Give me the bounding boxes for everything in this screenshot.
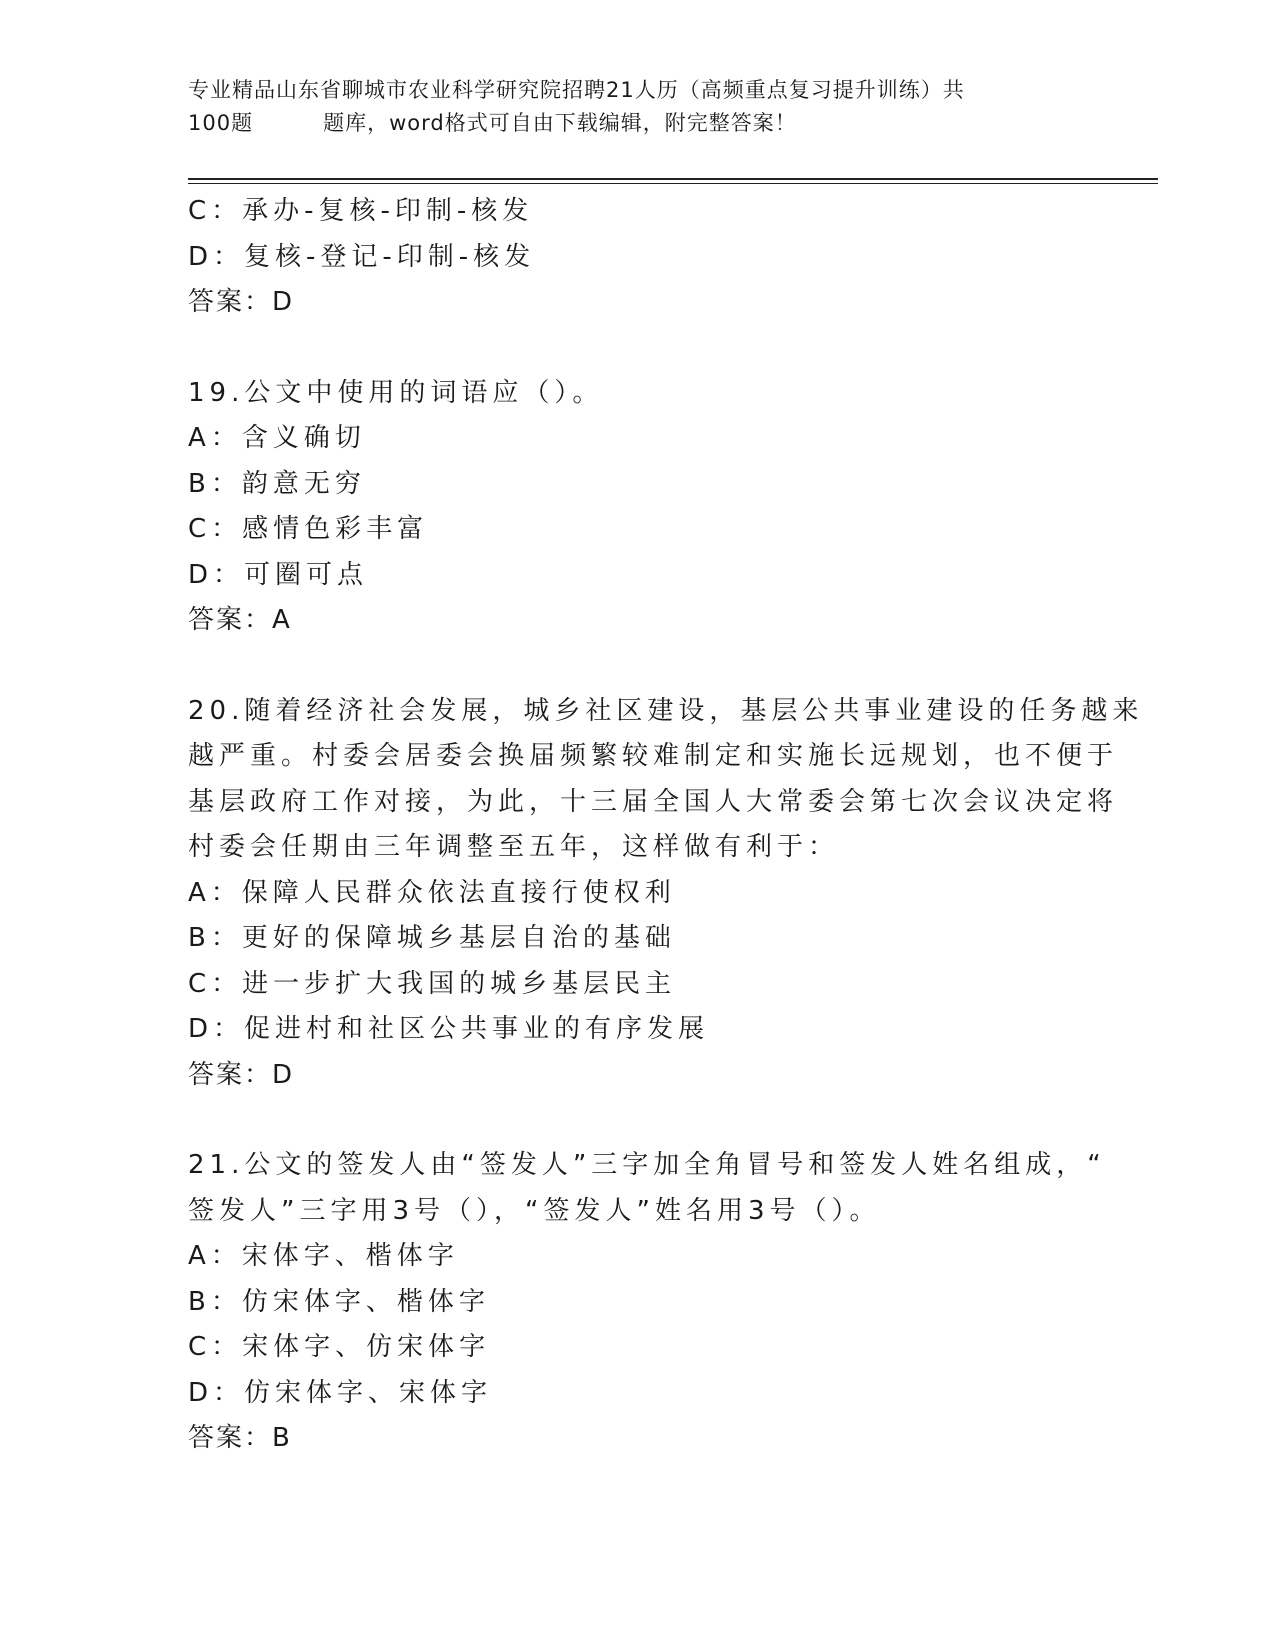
- header-subtitle: 题库，word格式可自由下载编辑，附完整答案！: [323, 111, 797, 135]
- q19-answer: 答案：A: [188, 605, 292, 635]
- q20-option-b: B：更好的保障城乡基层自治的基础: [188, 923, 676, 953]
- q21-option-d: D：仿宋体字、宋体字: [188, 1377, 493, 1408]
- header-divider-thick: [188, 178, 1158, 180]
- section-spacer: [188, 326, 1088, 371]
- q21-question-line: 21.公文的签发人由“签发人”三字加全角冒号和签发人姓名组成，“: [188, 1150, 1106, 1180]
- header-divider-thin: [188, 183, 1158, 184]
- q20-option-d: D：促进村和社区公共事业的有序发展: [188, 1014, 710, 1044]
- section-spacer: [188, 1098, 1088, 1143]
- q18-option-c: C：承办-复核-印制-核发: [188, 196, 534, 226]
- q21-answer: 答案：B: [188, 1423, 292, 1453]
- q19-option-c: C：感情色彩丰富: [188, 514, 429, 544]
- q21-option-a: A：宋体字、楷体字: [188, 1241, 459, 1271]
- q18-answer: 答案：D: [188, 287, 295, 317]
- q21-question-line: 签发人”三字用3号（），“签发人”姓名用3号（）。: [188, 1195, 881, 1226]
- q20-question-line: 基层政府工作对接，为此，十三届全国人大常委会第七次会议决定将: [188, 786, 1119, 817]
- q19-question: 19.公文中使用的词语应（）。: [188, 377, 604, 408]
- q20-question-line: 村委会任期由三年调整至五年，这样做有利于：: [188, 832, 840, 862]
- q20-answer: 答案：D: [188, 1059, 295, 1090]
- q20-question-line: 越严重。村委会居委会换届频繁较难制定和实施长远规划，也不便于: [188, 741, 1119, 771]
- q19-option-a: A：含义确切: [188, 423, 366, 453]
- header-title-line1: 专业精品山东省聊城市农业科学研究院招聘21人历（高频重点复习提升训练）共: [188, 78, 965, 102]
- question-content: [188, 189, 1144, 1462]
- q21-option-c: C：宋体字、仿宋体字: [188, 1332, 491, 1362]
- q21-option-b: B：仿宋体字、楷体字: [188, 1286, 490, 1317]
- header-question-count: 100题: [188, 111, 254, 135]
- q18-option-d: D：复核-登记-印制-核发: [188, 241, 536, 272]
- page-header: [188, 74, 1088, 140]
- q20-option-c: C：进一步扩大我国的城乡基层民主: [188, 968, 677, 999]
- section-spacer: [188, 644, 1088, 689]
- q19-option-d: D：可圈可点: [188, 559, 369, 590]
- header-title-line2: [188, 107, 1088, 140]
- q19-option-b: B：韵意无穷: [188, 468, 366, 499]
- q20-question-line: 20.随着经济社会发展，城乡社区建设，基层公共事业建设的任务越来: [188, 695, 1144, 726]
- q20-option-a: A：保障人民群众依法直接行使权利: [188, 877, 676, 908]
